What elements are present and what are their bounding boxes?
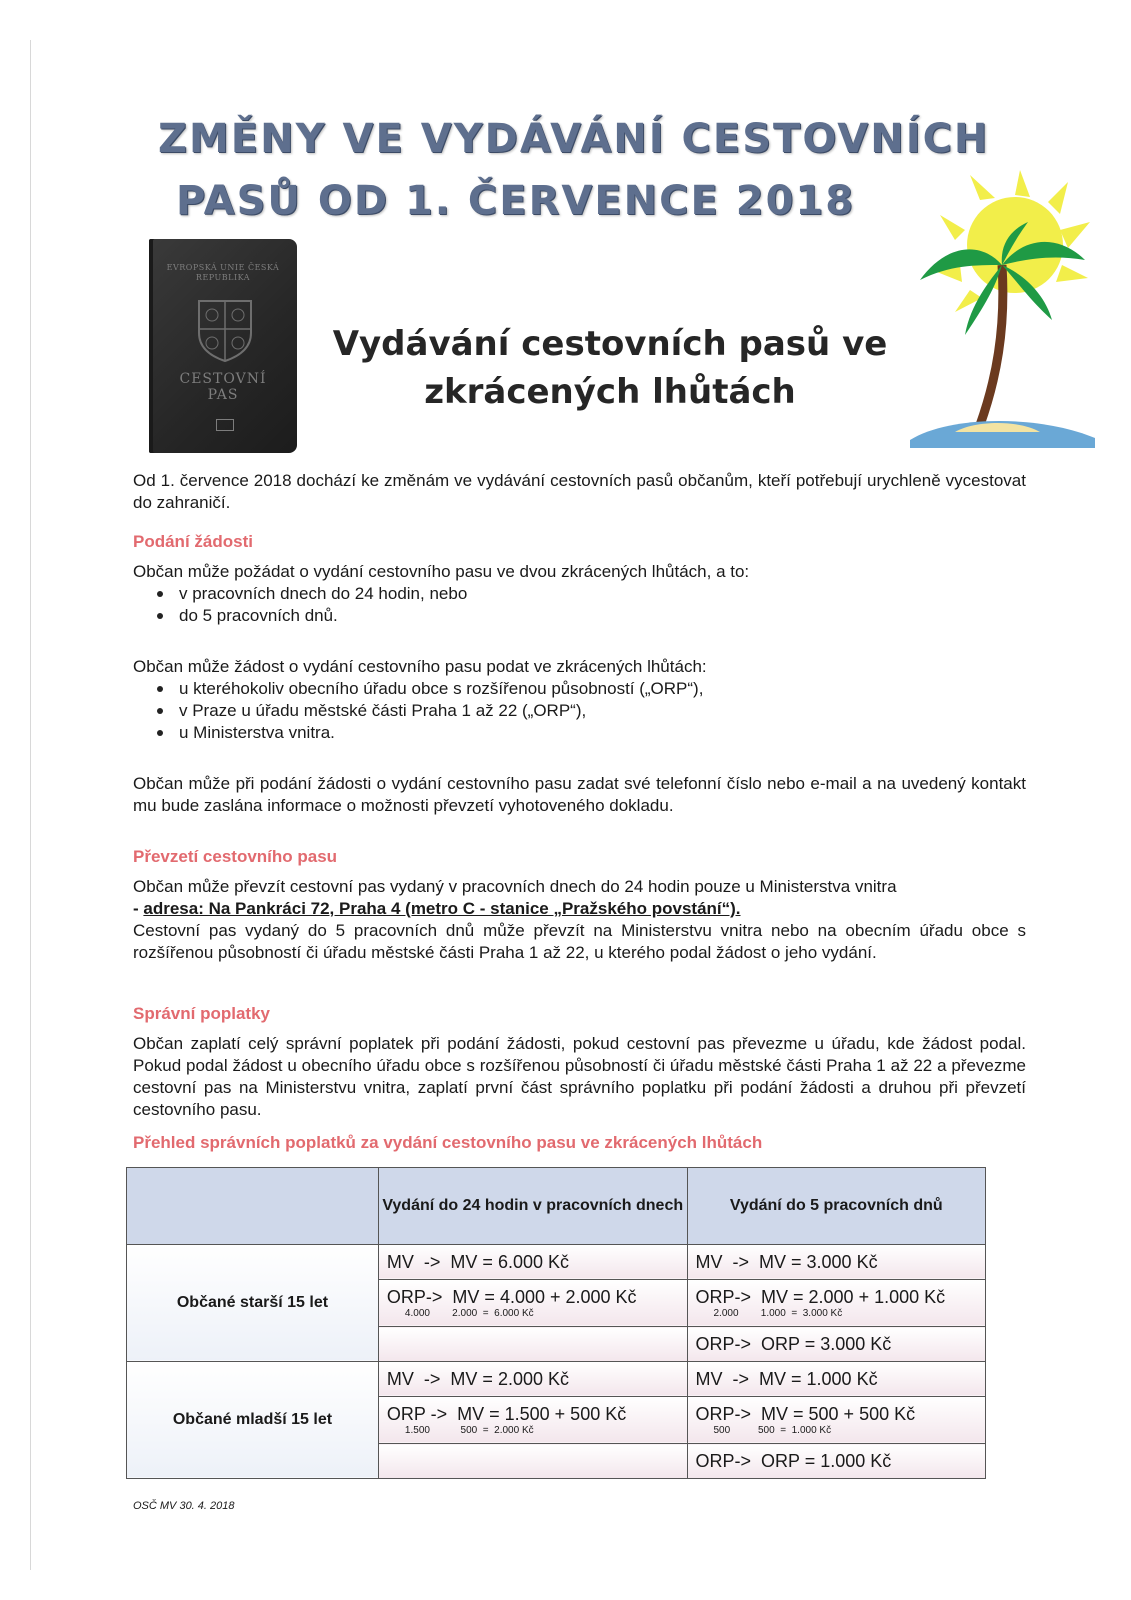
table-cell-empty [378,1444,687,1479]
subtitle-line-2: zkrácených lhůtách [424,372,796,412]
table-cell [378,1361,687,1396]
prevzeti-paragraph-1 [133,876,1026,920]
cell-subtext: 500 500 = 1.000 Kč [713,1424,832,1436]
biometric-chip-icon [216,419,234,431]
ministry-address: adresa: Na Pankráci 72, Praha 4 (metro C - stanice „Pražského povstání“). [143,899,741,918]
title-line-2: PASŮ OD 1. ČERVENCE 2018 [176,178,856,224]
passport-image [149,239,297,453]
row-header-younger: Občané mladší 15 let [127,1361,379,1478]
page-subtitle [330,320,890,416]
page-margin-line [30,40,31,1570]
table-row [127,1361,986,1396]
list-item: do 5 pracovních dnů. [155,605,467,627]
podani-list-offices [155,678,703,744]
cell-text: ORP-> MV = 2.000 + 1.000 Kč [695,1286,946,1307]
passport-word-1: CESTOVNÍ [179,371,267,387]
intro-paragraph: Od 1. července 2018 dochází ke změnám ve vydávání cestovních pasů občanům, kteří potřebují urychleně vycestovat do zahraničí. [133,471,1026,512]
heading-fees-table: Přehled správních poplatků za vydání cestovního pasu ve zkrácených lhůtách [133,1133,763,1152]
table-cell [687,1396,986,1443]
table-cell [687,1244,986,1279]
page-title [158,108,1018,232]
list-item: v pracovních dnech do 24 hodin, nebo [155,583,467,605]
table-cell [378,1244,687,1279]
heading-prevzeti: Převzetí cestovního pasu [133,847,338,866]
podani-list-terms [155,583,467,627]
cell-text: ORP-> MV = 500 + 500 Kč [695,1403,916,1424]
heading-podani: Podání žádosti [133,532,253,551]
table-cell [378,1396,687,1443]
column-header-24h: Vydání do 24 hodin v pracovních dnech [378,1168,687,1245]
heading-poplatky: Správní poplatky [133,1004,270,1023]
table-cell [687,1279,986,1326]
cell-text: ORP -> MV = 1.500 + 500 Kč [386,1403,627,1424]
subtitle-line-1: Vydávání cestovních pasů ve [332,324,888,364]
table-cell [687,1327,986,1362]
coat-of-arms-icon [193,295,257,363]
passport-header-text: EVROPSKÁ UNIE ČESKÁ REPUBLIKA [166,263,280,282]
cell-text: MV -> MV = 2.000 Kč [386,1368,569,1389]
passport-word [149,371,297,403]
palm-island-icon [910,170,1095,455]
cell-text: MV -> MV = 1.000 Kč [695,1368,878,1389]
title-line-1: ZMĚNY VE VYDÁVÁNÍ CESTOVNÍCH [158,116,990,162]
list-item: u Ministerstva vnitra. [155,722,703,744]
cell-text: MV -> MV = 3.000 Kč [695,1251,878,1272]
cell-subtext: 4.000 2.000 = 6.000 Kč [404,1307,534,1319]
table-cell [687,1361,986,1396]
list-item: v Praze u úřadu městské části Praha 1 až 22 („ORP“), [155,700,703,722]
poplatky-paragraph: Občan zaplatí celý správní poplatek při podání žádosti, pokud cestovní pas převezme u úřadu, kde žádost podal. Pokud podal žádost u obecního úřadu obce s rozšířenou působností či úřadu městské části Praha 1 až 22 a převezme cestovní pas na Ministerstvu vnitra, zaplatí první část správního poplatku při podání žádosti a druhou při převzetí cestovního pasu. [133,1034,1026,1119]
podani-paragraph-1: Občan může požádat o vydání cestovního pasu ve dvou zkrácených lhůtách, a to: [133,562,750,581]
podani-paragraph-2: Občan může žádost o vydání cestovního pasu podat ve zkrácených lhůtách: [133,657,707,676]
table-cell [378,1279,687,1326]
table-cell [687,1444,986,1479]
passport-word-2: PAS [207,387,239,403]
cell-text: ORP-> MV = 4.000 + 2.000 Kč [386,1286,637,1307]
footer-note: OSČ MV 30. 4. 2018 [133,1500,235,1512]
table-cell-empty [378,1327,687,1362]
prevzeti-text: Občan může převzít cestovní pas vydaný v pracovních dnech do 24 hodin pouze u Ministerstva vnitra [133,877,897,896]
fees-table [126,1167,986,1479]
table-header-row [127,1168,986,1245]
cell-text: ORP-> ORP = 3.000 Kč [695,1334,892,1355]
column-header-5days: Vydání do 5 pracovních dnů [687,1168,986,1245]
prevzeti-paragraph-2: Cestovní pas vydaný do 5 pracovních dnů může převzít na Ministerstvu vnitra nebo na obecním úřadu obce s rozšířenou působností či úřadu městské části Praha 1 až 22, u kterého podal žádost o jeho vydání. [133,921,1026,962]
list-item: u kteréhokoliv obecního úřadu obce s rozšířenou působností („ORP“), [155,678,703,700]
cell-text: MV -> MV = 6.000 Kč [386,1251,569,1272]
row-header-older: Občané starší 15 let [127,1244,379,1361]
table-row [127,1244,986,1279]
table-corner-cell [127,1168,379,1245]
cell-subtext: 1.500 500 = 2.000 Kč [404,1424,534,1436]
podani-paragraph-3: Občan může při podání žádosti o vydání cestovního pasu zadat své telefonní číslo nebo e-mail a na uvedený kontakt mu bude zaslána informace o možnosti převzetí vyhotoveného dokladu. [133,774,1026,815]
cell-subtext: 2.000 1.000 = 3.000 Kč [713,1307,843,1319]
cell-text: ORP-> ORP = 1.000 Kč [695,1451,892,1472]
address-dash: - [133,899,144,918]
